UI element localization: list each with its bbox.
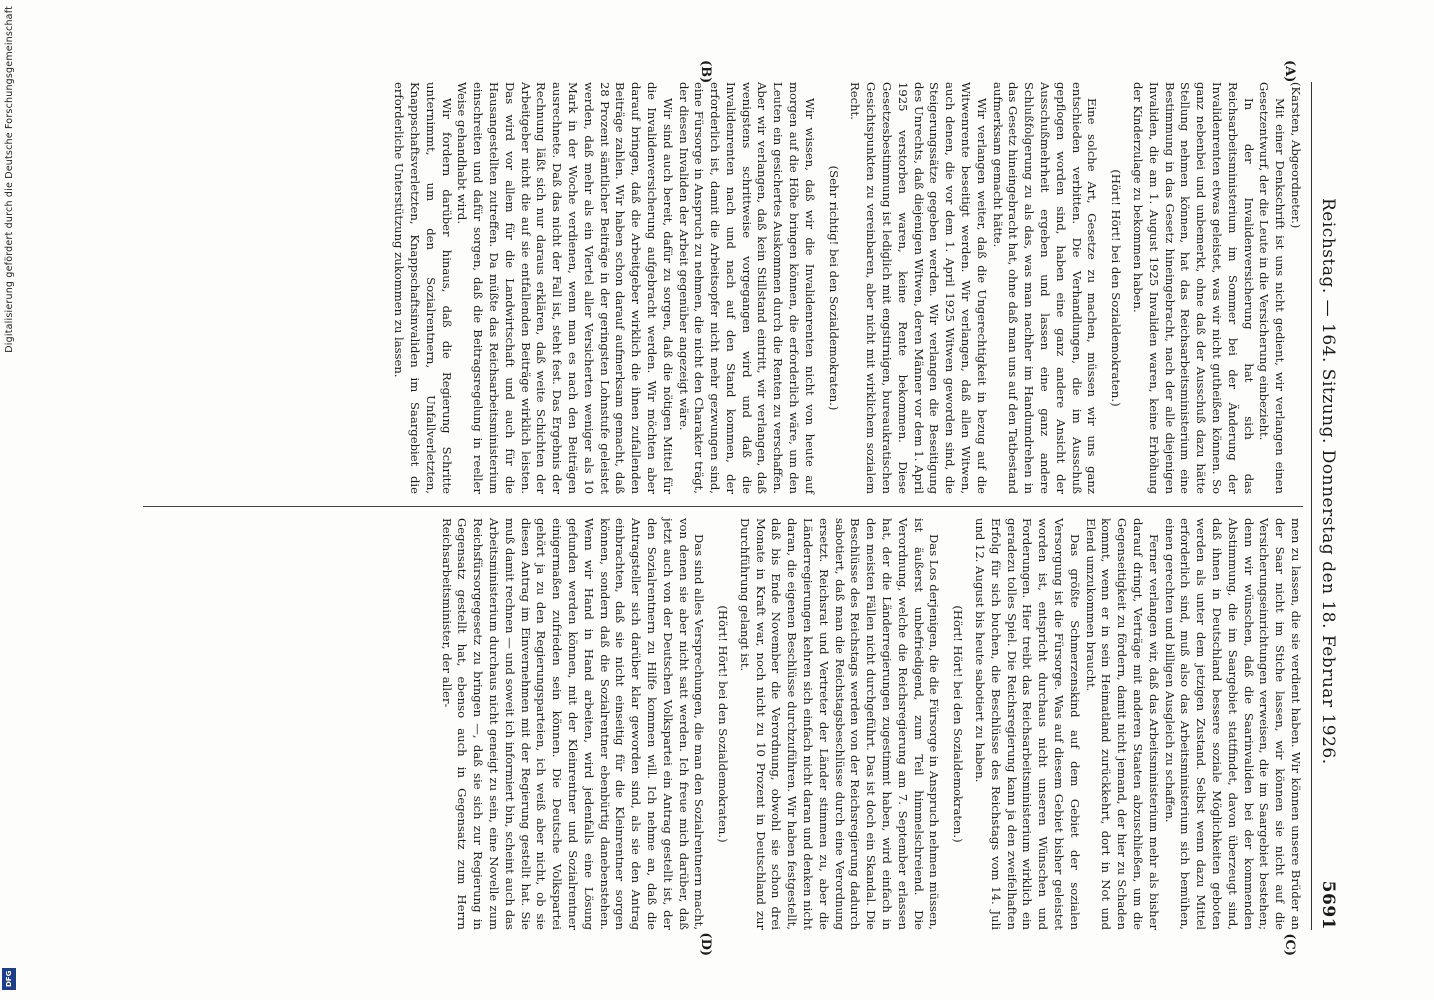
paragraph: Das Los derjenigen, die die Fürsorge in Anspruch nehmen müssen, ist äußerst unbefriedigend, zum Teil himmelschreiend. Die Verordnung, welche die Reichsregierung am 7. September erlassen hat, der die Länderregierungen zugestimmt haben, wird einfach in den meisten Fällen nicht durchgeführt. Das ist doch ein Skandal. Die Beschlüsse des Reichstags werden von der Reichsregierung dadurch sabotiert, daß man die Reichstagsbeschlüsse durch eine Verordnung ersetzt. Reichsrat und Vertreter der Länder stimmen zu, aber die Länderregierungen kehren sich einfach nicht daran und denken nicht daran, die eigenen Beschlüsse durchzuführen. Wir haben festgestellt, daß bis Ende November die Verordnung, obwohl sie schon drei Monate in Kraft war, noch nicht zu 10 Prozent in Deutschland zur Durchführung gelangt ist.	[737, 518, 942, 930]
interjection: (Sehr richtig! bei den Sozialdemokraten.)	[826, 165, 841, 411]
left-column	[143, 60, 1303, 494]
paragraph: Wir sind auch bereit, dafür zu sorgen, daß die nötigen Mittel für die Invalidenversicherung aufgebracht werden. Wir möchten aber darauf bringen, daß die Arbeitgeber wirklich die ihnen zufallenden Beiträge zahlen. Wir haben schon darauf aufmerksam gemacht, daß 28 Prozent sämtlicher Beiträge in der geringsten Lohnstufe geleistet werden, daß mehr als ein Viertel aller Versicherten weniger als 10 Mark in der Woche verdienen, wenn man es nach den Beiträgen ausrechnete. Daß das nicht der Fall ist, steht fest. Das Ergebnis der Rechnung läßt sich nur daraus erklären, daß weite Schichten der Arbeitgeber nicht die auf sie entfallenden Beiträge wirklich leisten. Das wird vor allem für die Landwirtschaft und auch für die Hausangestellten zutreffen. Da müßte das Reichsarbeitsministerium einschreiten und dafür sorgen, daß die Beitragsregelung in reeller Weise gehandhabt wird.	[455, 82, 675, 494]
margin-marker-a: (A)	[1282, 60, 1297, 83]
margin-marker-d: (D)	[698, 932, 713, 956]
page-number: 5691	[1318, 880, 1338, 930]
digitization-note: Digitalisierung gefördert durch die Deutsche Forschungsgemeinschaft	[4, 6, 15, 353]
paragraph: In der Invalidenversicherung hat sich das Reichsarbeitsministerium im Sommer bei der Änderung der Invalidenrenten etwas geleistet, was wir nicht gutheißen können. So ganz nebenbei und unbemerkt, ohne daß der Ausschuß dazu hätte Stellung nehmen können, hat das Reichsarbeitsministerium eine Bestimmung in das Gesetz hineingebracht, nach der alle diejenigen Invaliden, die am 1. August 1925 Invaliden waren, keine Erhöhung der Kinderzulage zu bekommen haben.	[1131, 82, 1256, 494]
paragraph: Das größte Schmerzenskind auf dem Gebiet der sozialen Versorgung ist die Fürsorge. Was auf diesem Gebiet bisher geleistet worden ist, entspricht durchaus nicht unseren Wünschen und Forderungen. Hier treibt das Reichsarbeitsministerium wirklich ein geradezu tolles Spiel. Die Reichsregierung kann ja den zweifelhaften Erfolg für sich buchen, die Beschlüsse des Reichstags vom 14. Juli und 12. August bis heute sabotiert zu haben.	[973, 518, 1082, 930]
dfg-logo: DFG	[2, 968, 16, 990]
paragraph: (Karsten, Abgeordneter.)	[1289, 82, 1303, 229]
paragraph: Mit einer Denkschrift ist uns nicht gedient, wir verlangen einen Gesetzentwurf, der die Leute in die Versicherung einbezieht.	[1257, 82, 1288, 494]
paragraph: Wir fordern darüber hinaus, daß die Regierung Schritte unternimmt, um den Sozialrentnern, Unfallverletzten, Knappschaftsverletzten, Knappschaftsinvaliden im Saargebiet die erforderliche Unterstützung zukommen zu lassen.	[392, 82, 454, 494]
margin-marker-c: (C)	[1282, 933, 1297, 956]
right-column	[143, 518, 1303, 956]
page-header-title: Reichstag. — 164. Sitzung. Donnerstag den 18. Februar 1926.	[1318, 198, 1338, 765]
paragraph: Wir wissen, daß wir die Invalidenrenten nicht von heute auf morgen auf die Höhe bringen können, die erforderlich wäre, um den Leuten ein gesichertes Auskommen durch die Renten zu verschaffen. Aber wir verlangen, daß kein Stillstand eintritt, wir verlangen, daß wenigstens schrittweise vorgegangen wird und daß die Invalidenrenten nach und nach auf den Stand kommen, der erforderlich ist, damit die Arbeitsopfer nicht mehr gezwungen sind, eine Fürsorge in Anspruch zu nehmen, die nicht den Charakter trägt, der diesen Invaliden der Arbeit gegenüber angezeigt wäre.	[676, 82, 817, 494]
paragraph: men zu lassen, die sie verdient haben. Wir können unsere Brüder an der Saar nicht im Stiche lassen, wir können sie nicht auf die Versicherungseinrichtungen verweisen, die im Saargebiet bestehen; denn wir wünschen, daß die Saarinvaliden bei der kommenden Abstimmung, die im Saargebiet stattfindet, davon überzeugt sind, daß ihnen in Deutschland bessere soziale Möglichkeiten geboten werden als unter dem jetzigen Zustand. Selbst wenn dazu Mittel erforderlich sind, muß also das Arbeitsministerium sich bemühen, einen gerechten und billigen Ausgleich zu schaffen.	[1162, 518, 1303, 930]
margin-marker-b: (B)	[698, 60, 713, 84]
interjection: (Hört! Hört! bei den Sozialdemokraten.)	[716, 605, 731, 843]
text-columns	[143, 60, 1303, 956]
page-header	[1311, 82, 1338, 930]
paragraph: Das sind alles Versprechungen, die man den Sozialrentnern macht, von denen sie aber nicht satt werden. Ich freue mich darüber, daß jetzt auch von der Deutschen Volkspartei ein Antrag gestellt ist, der den Sozialrentnern zu Hilfe kommen will. Ich nehme an, daß die Antragsteller sich darüber klar geworden sind, als sie den Antrag einbrachten, daß sie nicht einseitig für die Kleinrentner sorgen können, sondern daß die Sozialrentner ebenbürtig danebenstehen. Wenn wir Hand in Hand arbeiten, wird jedenfalls eine Lösung gefunden werden können, mit der Kleinrentner und Sozialrentner einigermaßen zufrieden sein können. Die Deutsche Volkspartei gehört ja zu den Regierungsparteien, ich weiß aber nicht, ob sie diesen Antrag im Einvernehmen mit der Regierung gestellt hat. Sie muß damit rechnen — und soweit ich informiert bin, scheint auch das Arbeitsministerium durchaus nicht geneigt zu sein, eine Novelle zum Reichsfürsorgegesetz zu bringen —, daß sie sich zur Regierung in Gegensatz gestellt hat, ebenso auch in Gegensatz zum Herrn Reichsarbeitsminister, der aller-	[439, 518, 707, 930]
paragraph: Ferner verlangen wir, daß das Arbeitsministerium mehr als bisher darauf dringt, Verträge mit anderen Staaten abzuschließen, um die Gegenseitigkeit zu fördern, damit nicht jemand, der hier zu Schaden kommt, wenn er in sein Heimatland zurückkehrt, dort in Not und Elend umzukommen braucht.	[1083, 518, 1161, 930]
interjection: (Hört! Hört! bei den Sozialdemokraten.)	[1109, 169, 1124, 407]
column-divider	[143, 506, 1303, 507]
paragraph: Wir verlangen weiter, daß die Ungerechtigkeit in bezug auf die Witwenrente beseitigt werden. Wir verlangen, daß allen Witwen, auch denen, die vor dem 1. April 1925 Witwen geworden sind, die Steigerungssätze gegeben werden. Wir verlangen die Beseitigung des Unrechts, daß diejenigen Witwen, deren Männer vor dem 1. April 1925 verstorben waren, keine Rente bekommen. Diese Gesetzesbestimmung ist lediglich mit engstirnigen, bureaukratischen Gesichtspunkten zu vereinbaren, aber nicht mit wirklichem sozialem Recht.	[848, 82, 989, 494]
paragraph: Eine solche Art, Gesetze zu machen, müssen wir uns ganz entschieden verbitten. Die Verhandlungen, die im Ausschuß gepflogen worden sind, haben eine ganz andere Ansicht der Ausschußmehrheit ergeben und lassen eine ganz andere Schlußfolgerung zu als das, was man nachher im Handumdrehen in das Gesetz hineingebracht hat, ohne daß man uns auf den Tatbestand aufmerksam gemacht hätte.	[990, 82, 1100, 494]
interjection: (Hört! Hört! bei den Sozialdemokraten.)	[951, 605, 966, 843]
